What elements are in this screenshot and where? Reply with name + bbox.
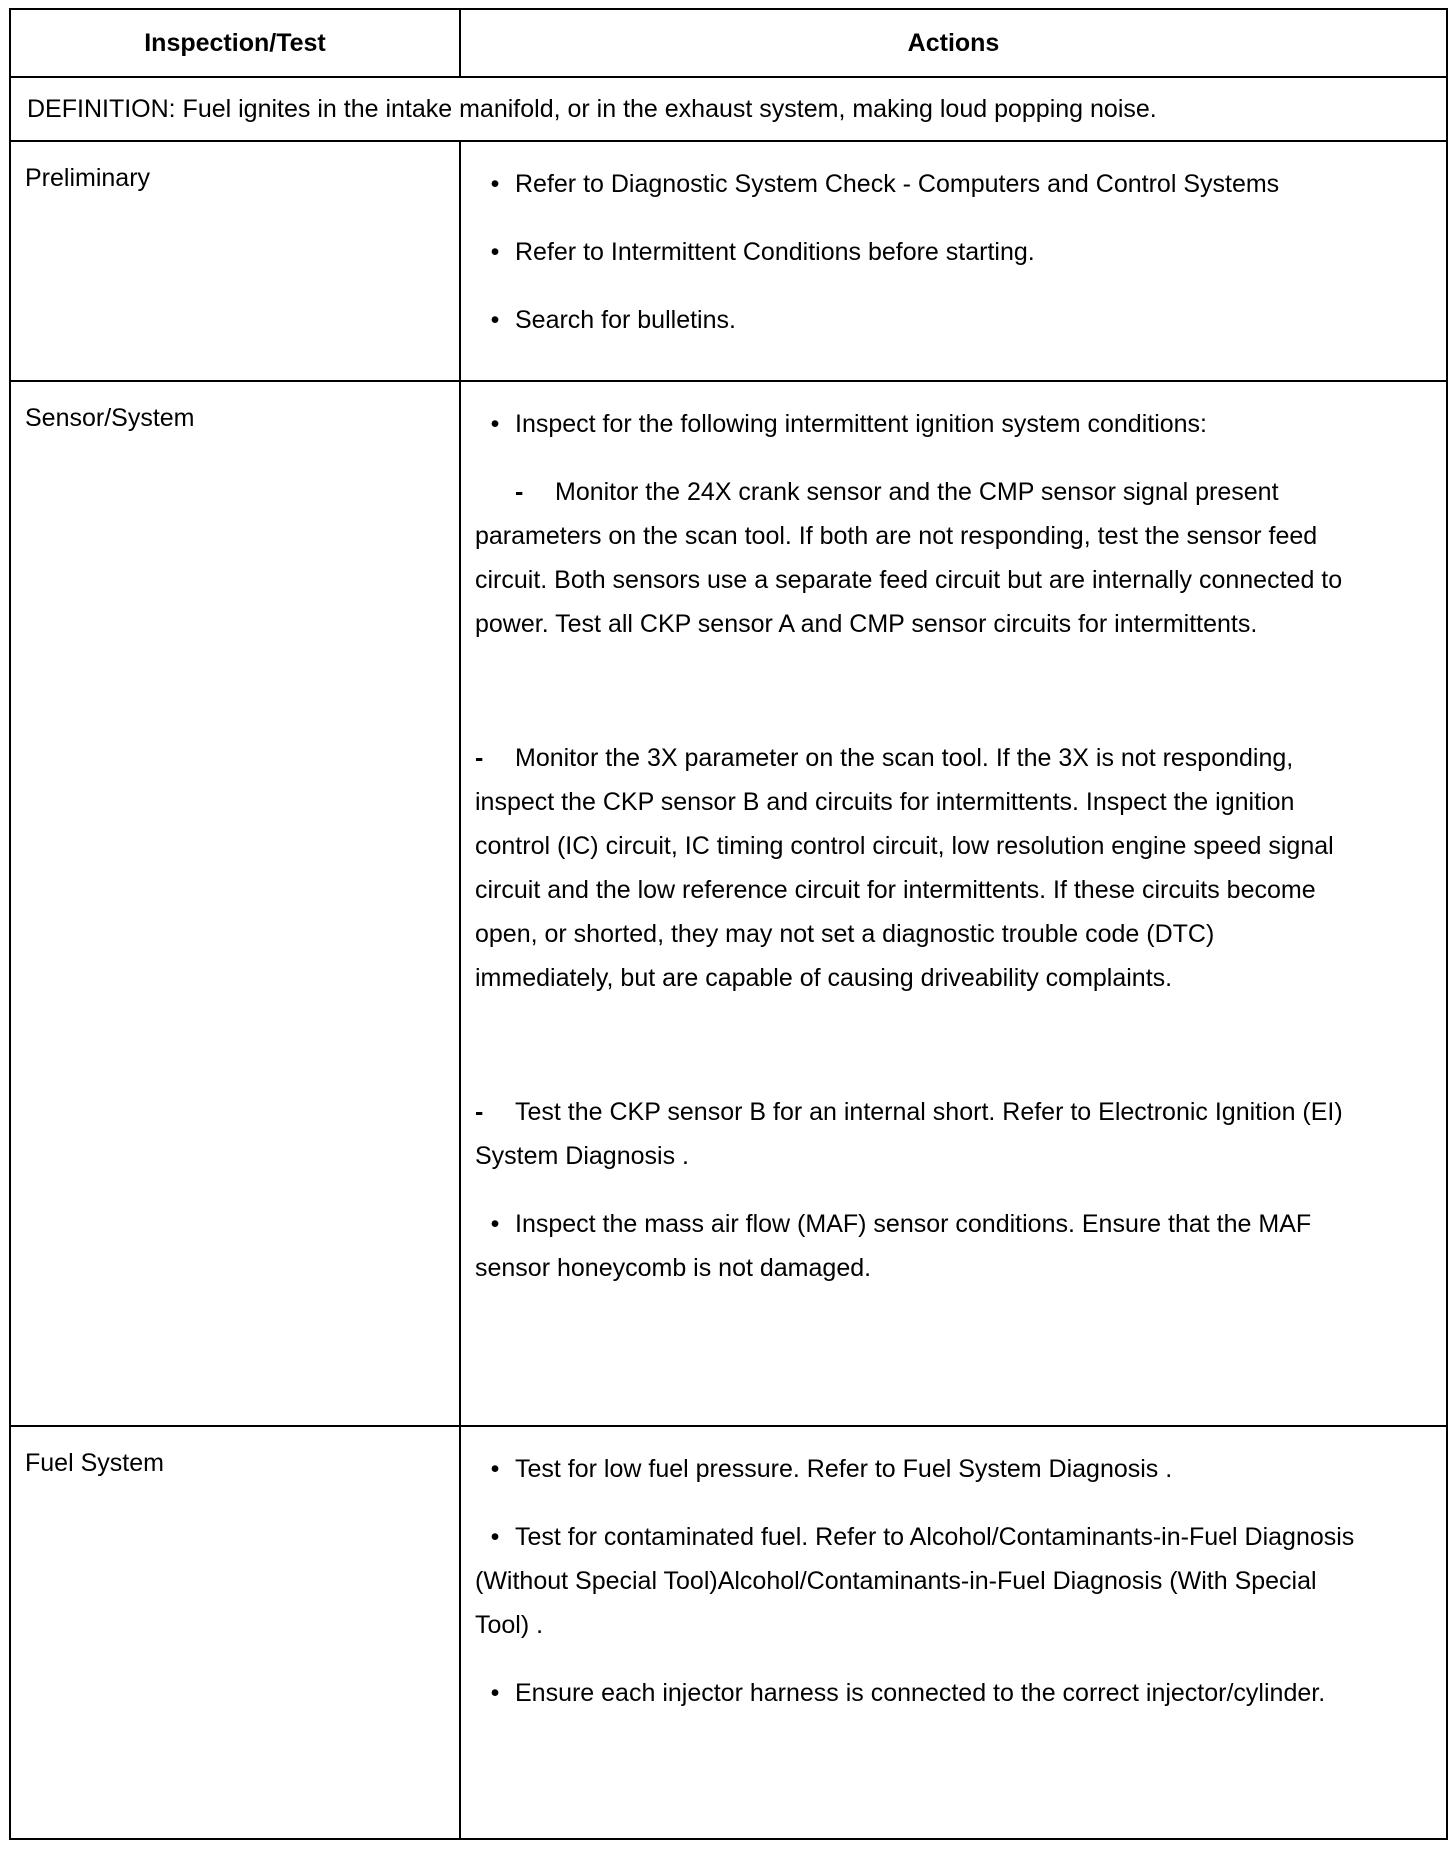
bullet-icon: • <box>490 410 500 438</box>
actions-fuel-system <box>460 1426 1447 1839</box>
action-item <box>475 402 1355 446</box>
action-item <box>475 1515 1355 1647</box>
action-text: Test for low fuel pressure. Refer to Fuel System Diagnosis . <box>515 1455 1173 1483</box>
action-item <box>475 230 1355 274</box>
bullet-icon: • <box>490 306 500 334</box>
action-item <box>475 162 1355 206</box>
actions-preliminary <box>460 141 1447 381</box>
dash-icon: - <box>475 744 484 772</box>
action-item <box>475 1671 1355 1715</box>
header-inspection-test: Inspection/Test <box>10 9 460 77</box>
action-text: Monitor the 3X parameter on the scan tool. If the 3X is not responding, inspect the CKP sensor B and circuits for intermittents. Inspect the ignition control (IC) circuit, IC timing control circuit, low resolution engine speed signal circuit and the low reference circuit for intermittents. If these circuits become open, or shorted, they may not set a diagnostic trouble code (DTC) immediately, but are capable of causing driveability complaints. <box>475 744 1334 992</box>
dash-icon: - <box>475 1098 484 1126</box>
action-text: Search for bulletins. <box>515 306 736 334</box>
action-text: Refer to Diagnostic System Check - Computers and Control Systems <box>515 170 1280 198</box>
action-item <box>475 1447 1355 1491</box>
bullet-icon: • <box>490 170 500 198</box>
action-item <box>475 298 1355 342</box>
action-text: Test the CKP sensor B for an internal short. Refer to Electronic Ignition (EI) System Diagnosis . <box>475 1098 1343 1170</box>
header-actions: Actions <box>460 9 1447 77</box>
action-subitem <box>475 470 1355 646</box>
table-row-fuel-system <box>10 1426 1447 1839</box>
action-subitem <box>475 736 1355 1000</box>
header-row <box>10 9 1447 77</box>
row-label-fuel-system: Fuel System <box>10 1426 460 1839</box>
actions-sensor-system <box>460 381 1447 1426</box>
bullet-icon: • <box>490 1210 500 1238</box>
bullet-icon: • <box>490 1679 500 1707</box>
bullet-icon: • <box>490 238 500 266</box>
table-row-preliminary <box>10 141 1447 381</box>
action-text: Ensure each injector harness is connected to the correct injector/cylinder. <box>515 1679 1326 1707</box>
action-text: Monitor the 24X crank sensor and the CMP sensor signal present parameters on the scan tool. If both are not responding, test the sensor feed circuit. Both sensors use a separate feed circuit but are internally connected to power. Test all CKP sensor A and CMP sensor circuits for intermittents. <box>475 478 1343 638</box>
action-text: Inspect the mass air flow (MAF) sensor conditions. Ensure that the MAF sensor honeycomb is not damaged. <box>475 1210 1312 1282</box>
dash-icon: - <box>515 478 524 506</box>
bullet-icon: • <box>490 1523 500 1551</box>
action-text: Refer to Intermittent Conditions before starting. <box>515 238 1035 266</box>
action-subitem <box>475 1090 1355 1178</box>
definition-row <box>10 77 1447 141</box>
row-label-sensor-system: Sensor/System <box>10 381 460 1426</box>
action-text: Test for contaminated fuel. Refer to Alcohol/Contaminants-in-Fuel Diagnosis (Without Special Tool)Alcohol/Contaminants-in-Fuel Diagnosis (With Special Tool) . <box>475 1523 1355 1639</box>
row-label-preliminary: Preliminary <box>10 141 460 381</box>
table-row-sensor-system <box>10 381 1447 1426</box>
action-text: Inspect for the following intermittent ignition system conditions: <box>515 410 1208 438</box>
bullet-icon: • <box>490 1455 500 1483</box>
diagnosis-table <box>9 8 1448 1840</box>
definition-text: DEFINITION: Fuel ignites in the intake manifold, or in the exhaust system, making loud popping noise. <box>10 77 1447 141</box>
action-item <box>475 1202 1355 1290</box>
